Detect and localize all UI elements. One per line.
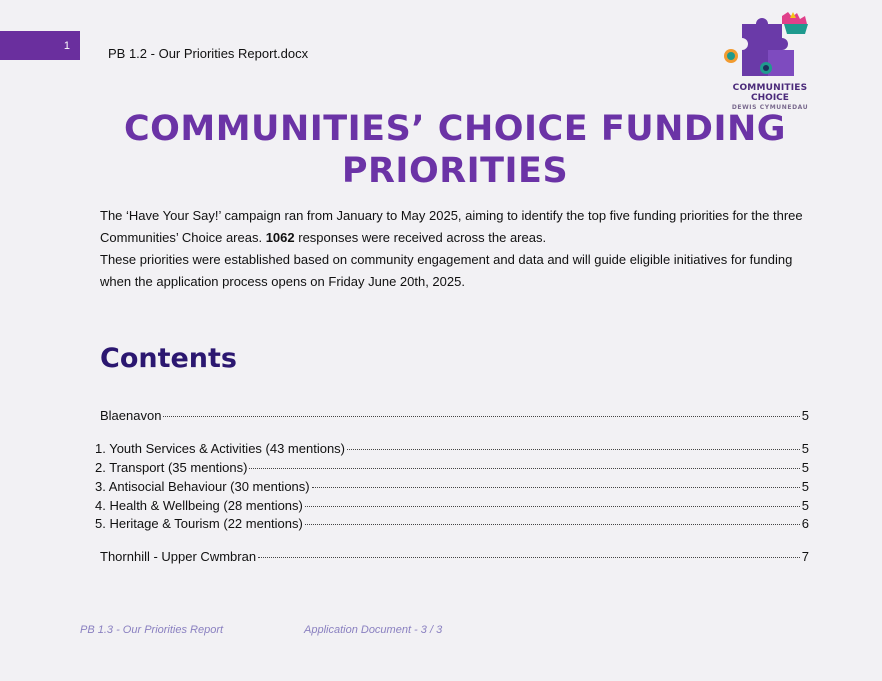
page-number-tab	[0, 31, 80, 60]
title-line-1: COMMUNITIES’ CHOICE FUNDING	[123, 109, 787, 149]
contents-heading: Contents	[100, 343, 238, 374]
intro-paragraph-1	[100, 205, 820, 249]
toc-page: 5	[801, 498, 809, 513]
toc-label: 5. Heritage & Tourism (22 mentions)	[95, 516, 303, 531]
document-filename: PB 1.2 - Our Priorities Report.docx	[108, 46, 309, 61]
communities-choice-logo	[720, 10, 820, 116]
toc-leader	[305, 506, 800, 507]
toc-page: 6	[801, 516, 809, 531]
toc-entry-heritage-tourism[interactable]	[95, 516, 809, 531]
intro-text-before: The ‘Have Your Say!’ campaign ran from January to May 2025, aiming to identify the top five funding priorities for the three Communities’ Choice areas.	[100, 208, 803, 245]
logo-line-1: COMMUNITIES	[732, 83, 808, 93]
intro-text	[100, 205, 820, 293]
toc-label: 2. Transport (35 mentions)	[95, 460, 248, 475]
toc-page: 7	[801, 549, 809, 564]
page-number: 1	[63, 39, 70, 52]
footer-right: Application Document - 3 / 3	[304, 624, 443, 636]
toc-page: 5	[801, 479, 809, 494]
toc-leader	[312, 487, 800, 488]
intro-paragraph-2: These priorities were established based on community engagement and data and will guide eligible initiatives for funding when the application process opens on Friday June 20th, 2025.	[100, 252, 793, 289]
puzzle-logo-icon	[720, 10, 820, 82]
toc-entry-blaenavon[interactable]	[100, 408, 809, 423]
title-line-2: PRIORITIES	[341, 151, 569, 191]
toc-page: 5	[801, 460, 809, 475]
toc-leader	[258, 557, 800, 558]
toc-label: 3. Antisocial Behaviour (30 mentions)	[95, 479, 310, 494]
footer-left: PB 1.3 - Our Priorities Report	[80, 624, 224, 636]
toc-entry-transport[interactable]	[95, 460, 809, 475]
toc-leader	[163, 416, 799, 417]
logo-line-2: CHOICE	[751, 93, 789, 103]
toc-page: 5	[801, 408, 809, 423]
toc-leader	[347, 449, 800, 450]
toc-entry-youth-services[interactable]	[95, 441, 809, 456]
response-count: 1062	[265, 230, 295, 245]
toc-label: Thornhill - Upper Cwmbran	[100, 549, 257, 564]
toc-entry-health-wellbeing[interactable]	[95, 498, 809, 513]
intro-text-after: responses were received across the areas.	[294, 230, 547, 245]
toc-label: Blaenavon	[100, 408, 162, 423]
toc-leader	[249, 468, 799, 469]
toc-label: 1. Youth Services & Activities (43 mentions)	[95, 441, 346, 456]
toc-entry-antisocial-behaviour[interactable]	[95, 479, 809, 494]
toc-page: 5	[801, 441, 809, 456]
document-title	[110, 108, 800, 192]
toc-entry-thornhill[interactable]	[100, 549, 809, 564]
toc-label: 4. Health & Wellbeing (28 mentions)	[95, 498, 303, 513]
toc-leader	[305, 524, 800, 525]
logo-line-3: DEWIS CYMUNEDAU	[731, 104, 809, 111]
